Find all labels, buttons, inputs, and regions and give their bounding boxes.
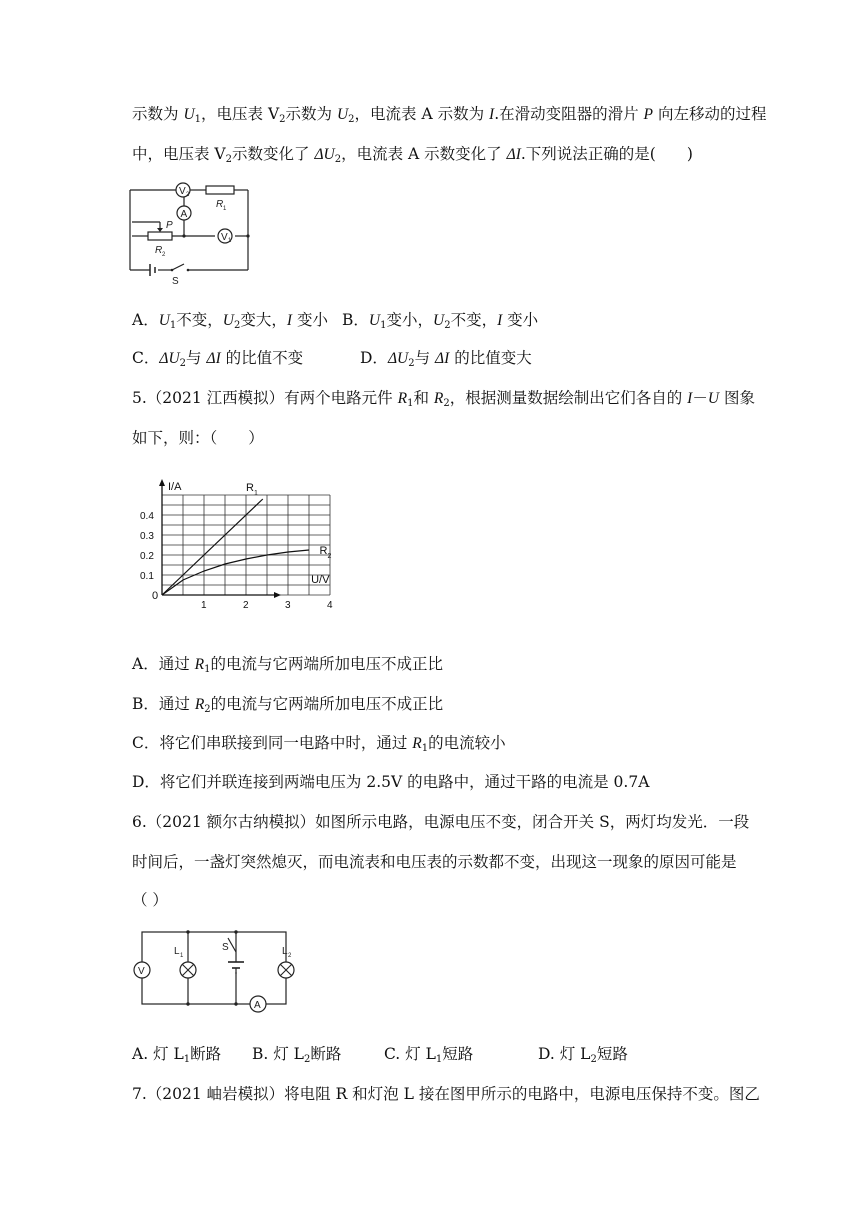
ammeter-label: A (180, 209, 188, 220)
q4-option-a[interactable] (132, 310, 328, 331)
text-segment: D. 灯 L (538, 1045, 591, 1063)
text-segment: C．将它们串联接到同一电路中时，通过 (132, 734, 413, 752)
q4-stem-line-1 (132, 104, 766, 125)
text-segment: U (222, 312, 234, 329)
q6-circuit-diagram (132, 924, 302, 1009)
v2-meter-label: V (179, 186, 186, 197)
v2-meter-sub: 2 (186, 192, 190, 198)
text-segment: C． (132, 349, 160, 367)
text-segment: A． (132, 311, 159, 329)
text-segment: P (643, 106, 654, 123)
text-segment: B． (342, 311, 369, 329)
subscript: 1 (435, 1054, 443, 1065)
q4-option-d[interactable] (360, 348, 532, 369)
text-segment: ，电压表 V (201, 105, 280, 123)
subscript: 1 (421, 743, 429, 754)
series-label-sub: 1 (254, 490, 258, 497)
series-line-r1 (162, 499, 263, 595)
text-segment: 变小 (502, 311, 539, 329)
v1-meter-sub: 1 (228, 238, 232, 244)
text-segment: ，根据测量数据绘制出它们各自的 (449, 389, 688, 407)
q7-stem-line-1 (132, 1084, 760, 1104)
text-segment: 示数变化了 (232, 145, 315, 163)
text-segment: 和 (413, 389, 434, 407)
subscript: 2 (303, 1054, 311, 1065)
slider-p-label: P (166, 220, 173, 231)
text-segment: 短路 (596, 1045, 628, 1063)
text-segment: U (158, 312, 170, 329)
q6-option-c[interactable] (384, 1044, 473, 1064)
l1-label: L (174, 946, 180, 957)
l2-label: L (282, 946, 288, 957)
text-segment: ，电流表 A 示数为 (354, 105, 490, 123)
text-segment: .在滑动变阻器的滑片 (494, 105, 644, 123)
text-segment: R (397, 390, 408, 407)
q4-option-c[interactable] (132, 348, 303, 369)
x-tick-label: 4 (327, 600, 333, 611)
text-segment: R (433, 390, 444, 407)
text-segment: 的电流较小 (428, 734, 506, 752)
r2-sub: 2 (162, 252, 166, 258)
text-segment: ΔU (387, 350, 409, 367)
text-segment: B. 灯 L (252, 1045, 304, 1063)
text-segment: 不变， (450, 311, 498, 329)
y-tick-label: 0.2 (140, 551, 154, 562)
text-segment: 与 (414, 349, 436, 367)
q5-stem-line-1 (132, 388, 755, 409)
text-segment: 5.（2021 江西模拟）有两个电路元件 (132, 389, 398, 407)
q6-stem-line-1 (132, 812, 749, 832)
q5-option-b[interactable] (132, 694, 443, 715)
switch-label: S (172, 276, 179, 287)
text-segment: R (194, 656, 205, 673)
subscript: 2 (334, 154, 342, 165)
subscript: 2 (443, 398, 450, 409)
q6-option-d[interactable] (538, 1044, 628, 1064)
x-tick-label: 2 (243, 600, 249, 611)
text-segment: 短路 (442, 1045, 474, 1063)
y-tick-label: 0.3 (140, 531, 154, 542)
q6-voltmeter-label: V (138, 966, 145, 977)
text-segment: 图象 (719, 389, 755, 407)
text-segment: A．通过 (132, 655, 195, 673)
text-segment: ΔU (159, 350, 180, 367)
text-segment: 示数为 (285, 105, 337, 123)
text-segment: － (692, 389, 708, 407)
text-segment: I (286, 312, 293, 329)
x-axis-label: U/V (311, 574, 330, 586)
text-segment: ，电流表 A 示数变化了 (341, 145, 507, 163)
x-axis-arrow (274, 592, 281, 598)
q4-stem-line-2 (132, 144, 693, 165)
subscript: 2 (408, 358, 415, 369)
text-segment: I (489, 106, 495, 123)
y-tick-label: 0.4 (140, 511, 154, 522)
series-label-r1: R (246, 482, 254, 494)
y-tick-label: 0.1 (140, 571, 154, 582)
text-segment: 中，电压表 V (132, 145, 226, 163)
text-segment: 示数为 (132, 105, 184, 123)
text-segment: ΔI (435, 350, 450, 367)
text-segment: A. 灯 L (132, 1045, 184, 1063)
subscript: 1 (194, 114, 202, 125)
text-segment: 断路 (190, 1045, 222, 1063)
subscript: 2 (590, 1054, 597, 1065)
text-segment: 与 (186, 349, 207, 367)
subscript: 2 (225, 154, 232, 165)
text-segment: B．通过 (132, 695, 195, 713)
text-segment: （ ） (132, 891, 168, 909)
text-segment: I (687, 390, 693, 407)
text-segment: R (412, 735, 422, 752)
text-segment: D．将它们并联连接到两端电压为 2.5V 的电路中，通过干路的电流是 0.7A (132, 773, 650, 791)
subscript: 1 (380, 320, 387, 331)
l1-sub: 1 (180, 953, 184, 959)
text-segment: 7.（2021 岫岩模拟）将电阻 R 和灯泡 L 接在图甲所示的电路中，电源电压保持不变。图乙 (132, 1085, 760, 1103)
q6-stem-line-3 (132, 890, 168, 910)
r1-label: R (216, 199, 224, 210)
text-segment: 变小， (386, 311, 433, 329)
series-label-sub: 2 (327, 553, 332, 560)
text-segment: 向左移动的过程 (653, 105, 767, 123)
text-segment: 不变， (176, 311, 223, 329)
subscript: 1 (204, 664, 211, 675)
subscript: 2 (444, 320, 451, 331)
text-segment: 时间后，一盏灯突然熄灭，而电流表和电压表的示数都不变，出现这一现象的原因可能是 (132, 853, 737, 871)
text-segment: 的比值不变 (220, 349, 304, 367)
text-segment: 变小 (292, 311, 328, 329)
q4-circuit-diagram (128, 180, 268, 287)
q5-option-c[interactable] (132, 733, 506, 754)
text-segment: 变大， (240, 311, 287, 329)
subscript: 1 (183, 1054, 191, 1065)
series-line-r2 (162, 550, 309, 595)
text-segment: 如下，则：（ ） (132, 429, 264, 447)
series-label-r2: R (319, 545, 328, 557)
subscript: 1 (407, 398, 414, 409)
text-segment: 的电流与它两端所加电压不成正比 (210, 695, 444, 713)
q5-option-d[interactable] (132, 772, 649, 792)
subscript: 2 (179, 358, 187, 369)
text-segment: U (368, 312, 381, 329)
l2-sub: 2 (288, 953, 292, 959)
text-segment: ΔI (506, 146, 521, 163)
text-segment: I (497, 312, 503, 329)
subscript: 1 (169, 320, 177, 331)
r1-sub: 1 (223, 206, 227, 212)
text-segment: R (194, 696, 205, 713)
y-axis-arrow (159, 479, 165, 486)
text-segment: U (432, 312, 445, 329)
text-segment: U (336, 106, 349, 123)
q5-option-a[interactable] (132, 654, 443, 675)
iu-graph (140, 478, 333, 611)
text-segment: U (707, 390, 720, 407)
q6-option-a[interactable] (132, 1044, 221, 1064)
origin-label: 0 (152, 590, 159, 602)
subscript: 2 (348, 114, 355, 125)
text-segment: .下列说法正确的是( ) (520, 145, 693, 163)
text-segment: C. 灯 L (384, 1045, 436, 1063)
text-segment: 6.（2021 额尔古纳模拟）如图所示电路，电源电压不变，闭合开关 S，两灯均发光．一段 (132, 813, 750, 831)
text-segment: D． (360, 349, 388, 367)
text-segment: 的电流与它两端所加电压不成正比 (210, 655, 443, 673)
q5-stem-line-2 (132, 428, 264, 448)
x-tick-label: 3 (285, 600, 291, 611)
q6-stem-line-2 (132, 852, 737, 872)
text-segment: U (183, 106, 195, 123)
q6-option-b[interactable] (252, 1044, 341, 1064)
r2-label: R (155, 245, 163, 256)
x-tick-label: 1 (201, 600, 207, 611)
v1-meter-label: V (221, 232, 228, 243)
subscript: 2 (204, 704, 211, 715)
text-segment: ΔU (314, 146, 335, 163)
q4-option-b[interactable] (342, 310, 538, 331)
subscript: 2 (279, 114, 286, 125)
y-axis-label: I/A (168, 481, 182, 493)
q6-ammeter-label: A (254, 1000, 261, 1011)
text-segment: 的比值变大 (449, 349, 532, 367)
q6-switch-label: S (222, 942, 229, 953)
subscript: 2 (234, 320, 241, 331)
text-segment: 断路 (310, 1045, 342, 1063)
text-segment: ΔI (206, 350, 221, 367)
